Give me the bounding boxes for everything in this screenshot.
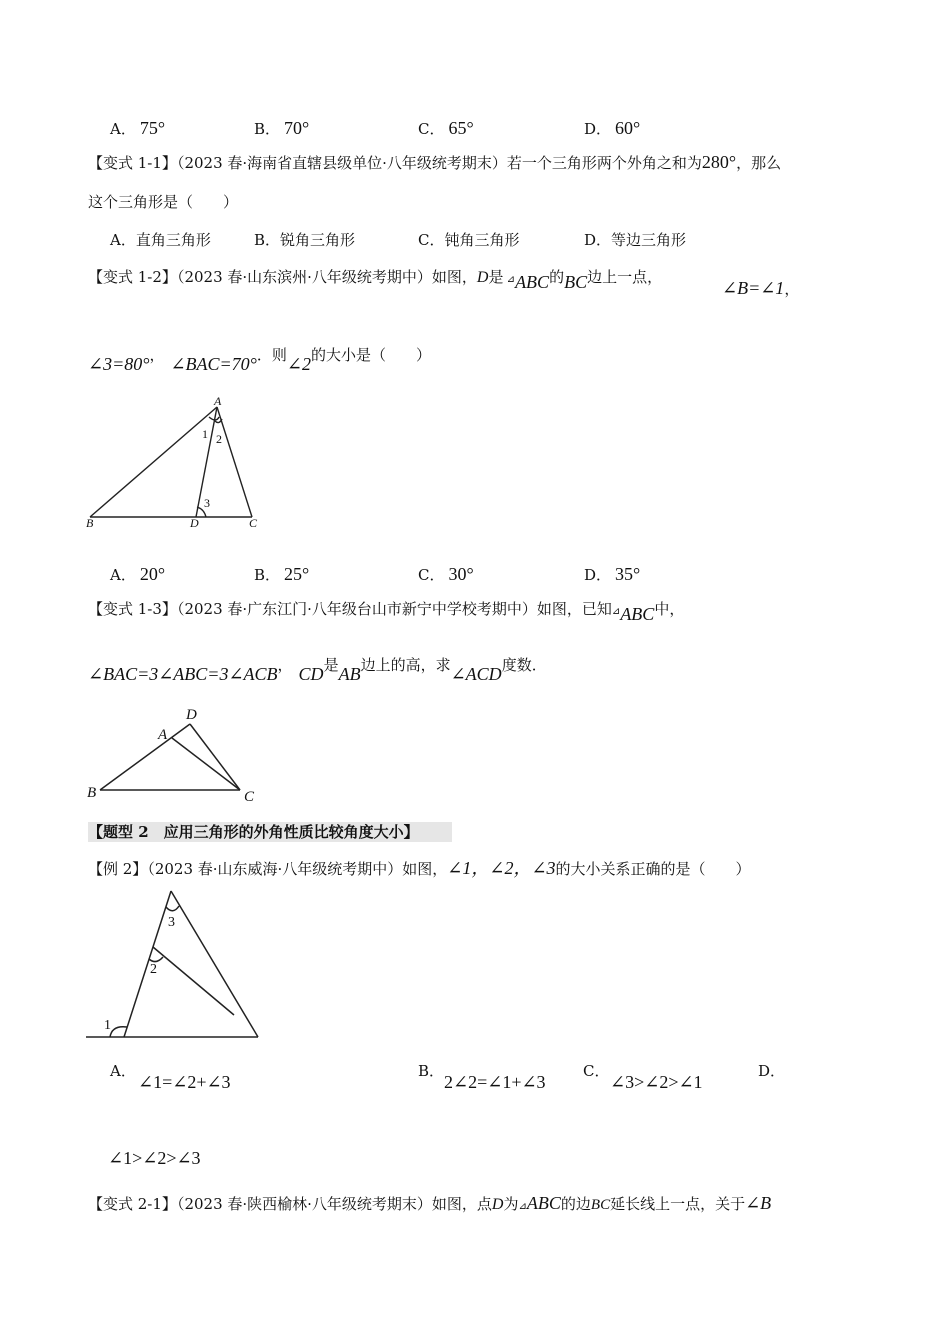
prev-option-a: A． 75° (110, 118, 166, 138)
segment-left (124, 891, 171, 1037)
ex2-option-c-letter: C． (583, 1062, 610, 1080)
v12-option-d: D． 35° (584, 564, 641, 584)
label-d: D (186, 707, 197, 723)
variant-1-1-line2: 这个三角形是（ ） (88, 193, 239, 211)
ex2-option-a-letter: A． (110, 1062, 136, 1080)
label-a: A (158, 727, 168, 743)
variant-1-3-line1: 【变式 1-3】（2023 春·广东江门·八年级台山市新宁中学校考期中）如图，已知⊿ABC中， (88, 600, 685, 624)
label-b: B (87, 785, 97, 801)
figure-exterior-angles (84, 885, 284, 1045)
v11-option-c: C．钝角三角形 (418, 231, 520, 249)
label-a: A (214, 394, 222, 408)
example-2-line1: 【例 2】（2023 春·山东威海·八年级统考期中）如图，∠1，∠2，∠3的大小关系正确的是（ ） (88, 858, 751, 878)
ex2-option-b-letter: B． (418, 1062, 445, 1080)
arc-angle-2 (149, 957, 163, 962)
variant-1-3-line2: ∠BAC=3∠ABC=3∠ACB， CD是AB边上的高，求∠ACD度数． (88, 656, 547, 684)
ex2-option-d-letter: D． (758, 1062, 786, 1080)
prev-option-d: D． 60° (584, 118, 641, 138)
segment-bd (100, 724, 190, 790)
segment-ab (90, 407, 217, 517)
label-b: B (86, 516, 94, 530)
label-d: D (190, 516, 199, 530)
arc-angle-3 (166, 906, 179, 911)
ex2-option-a: ∠1=∠2+∠3 (138, 1072, 231, 1092)
v11-option-d: D．等边三角形 (584, 231, 687, 249)
variant-1-2-line2: ∠3=80°， ∠BAC=70°．则∠2的大小是（ ） (88, 346, 432, 374)
section-header-type-2: 【题型 2 应用三角形的外角性质比较角度大小】 (88, 822, 452, 842)
label-1: 1 (104, 1018, 111, 1033)
v12-option-a: A． 20° (110, 564, 166, 584)
label-c: C (249, 516, 258, 530)
arc-angle-1 (209, 417, 219, 420)
prev-option-b: B． 70° (254, 118, 310, 138)
figure-triangle-abc-height-cd (84, 703, 274, 808)
label-c: C (244, 789, 255, 805)
label-3: 3 (168, 915, 175, 930)
v11-option-a: A．直角三角形 (110, 231, 211, 249)
variant-1-2-cond1: ∠B=∠1， (722, 278, 800, 298)
v12-option-c: C． 30° (418, 564, 474, 584)
variant-2-1-line1: 【变式 2-1】（2023 春·陕西榆林·八年级统考期末）如图，点D为⊿ABC的边BC延长线上一点，关于∠B (88, 1193, 772, 1213)
label-3: 3 (204, 496, 210, 510)
label-2: 2 (216, 432, 222, 446)
figure-triangle-abc-with-d (80, 395, 280, 535)
v12-option-b: B． 25° (254, 564, 310, 584)
ex2-option-c: ∠3>∠2>∠1 (610, 1072, 703, 1092)
prev-option-c: C． 65° (418, 118, 474, 138)
segment-ac (217, 407, 252, 517)
variant-1-2-line1: 【变式 1-2】（2023 春·山东滨州·八年级统考期中）如图，D是 ⊿ABC的BC边上一点， (88, 268, 663, 292)
ex2-option-b: 2∠2=∠1+∠3 (444, 1072, 546, 1092)
label-2: 2 (150, 962, 157, 977)
v11-option-b: B．锐角三角形 (254, 231, 356, 249)
segment-inner (153, 947, 234, 1015)
segment-right (171, 891, 258, 1037)
label-1: 1 (202, 427, 208, 441)
ex2-option-d: ∠1>∠2>∠3 (108, 1148, 201, 1168)
variant-1-1-line1: 【变式 1-1】（2023 春·海南省直辖县级单位·八年级统考期末）若一个三角形两个外角之和为280°，那么 (88, 152, 782, 172)
